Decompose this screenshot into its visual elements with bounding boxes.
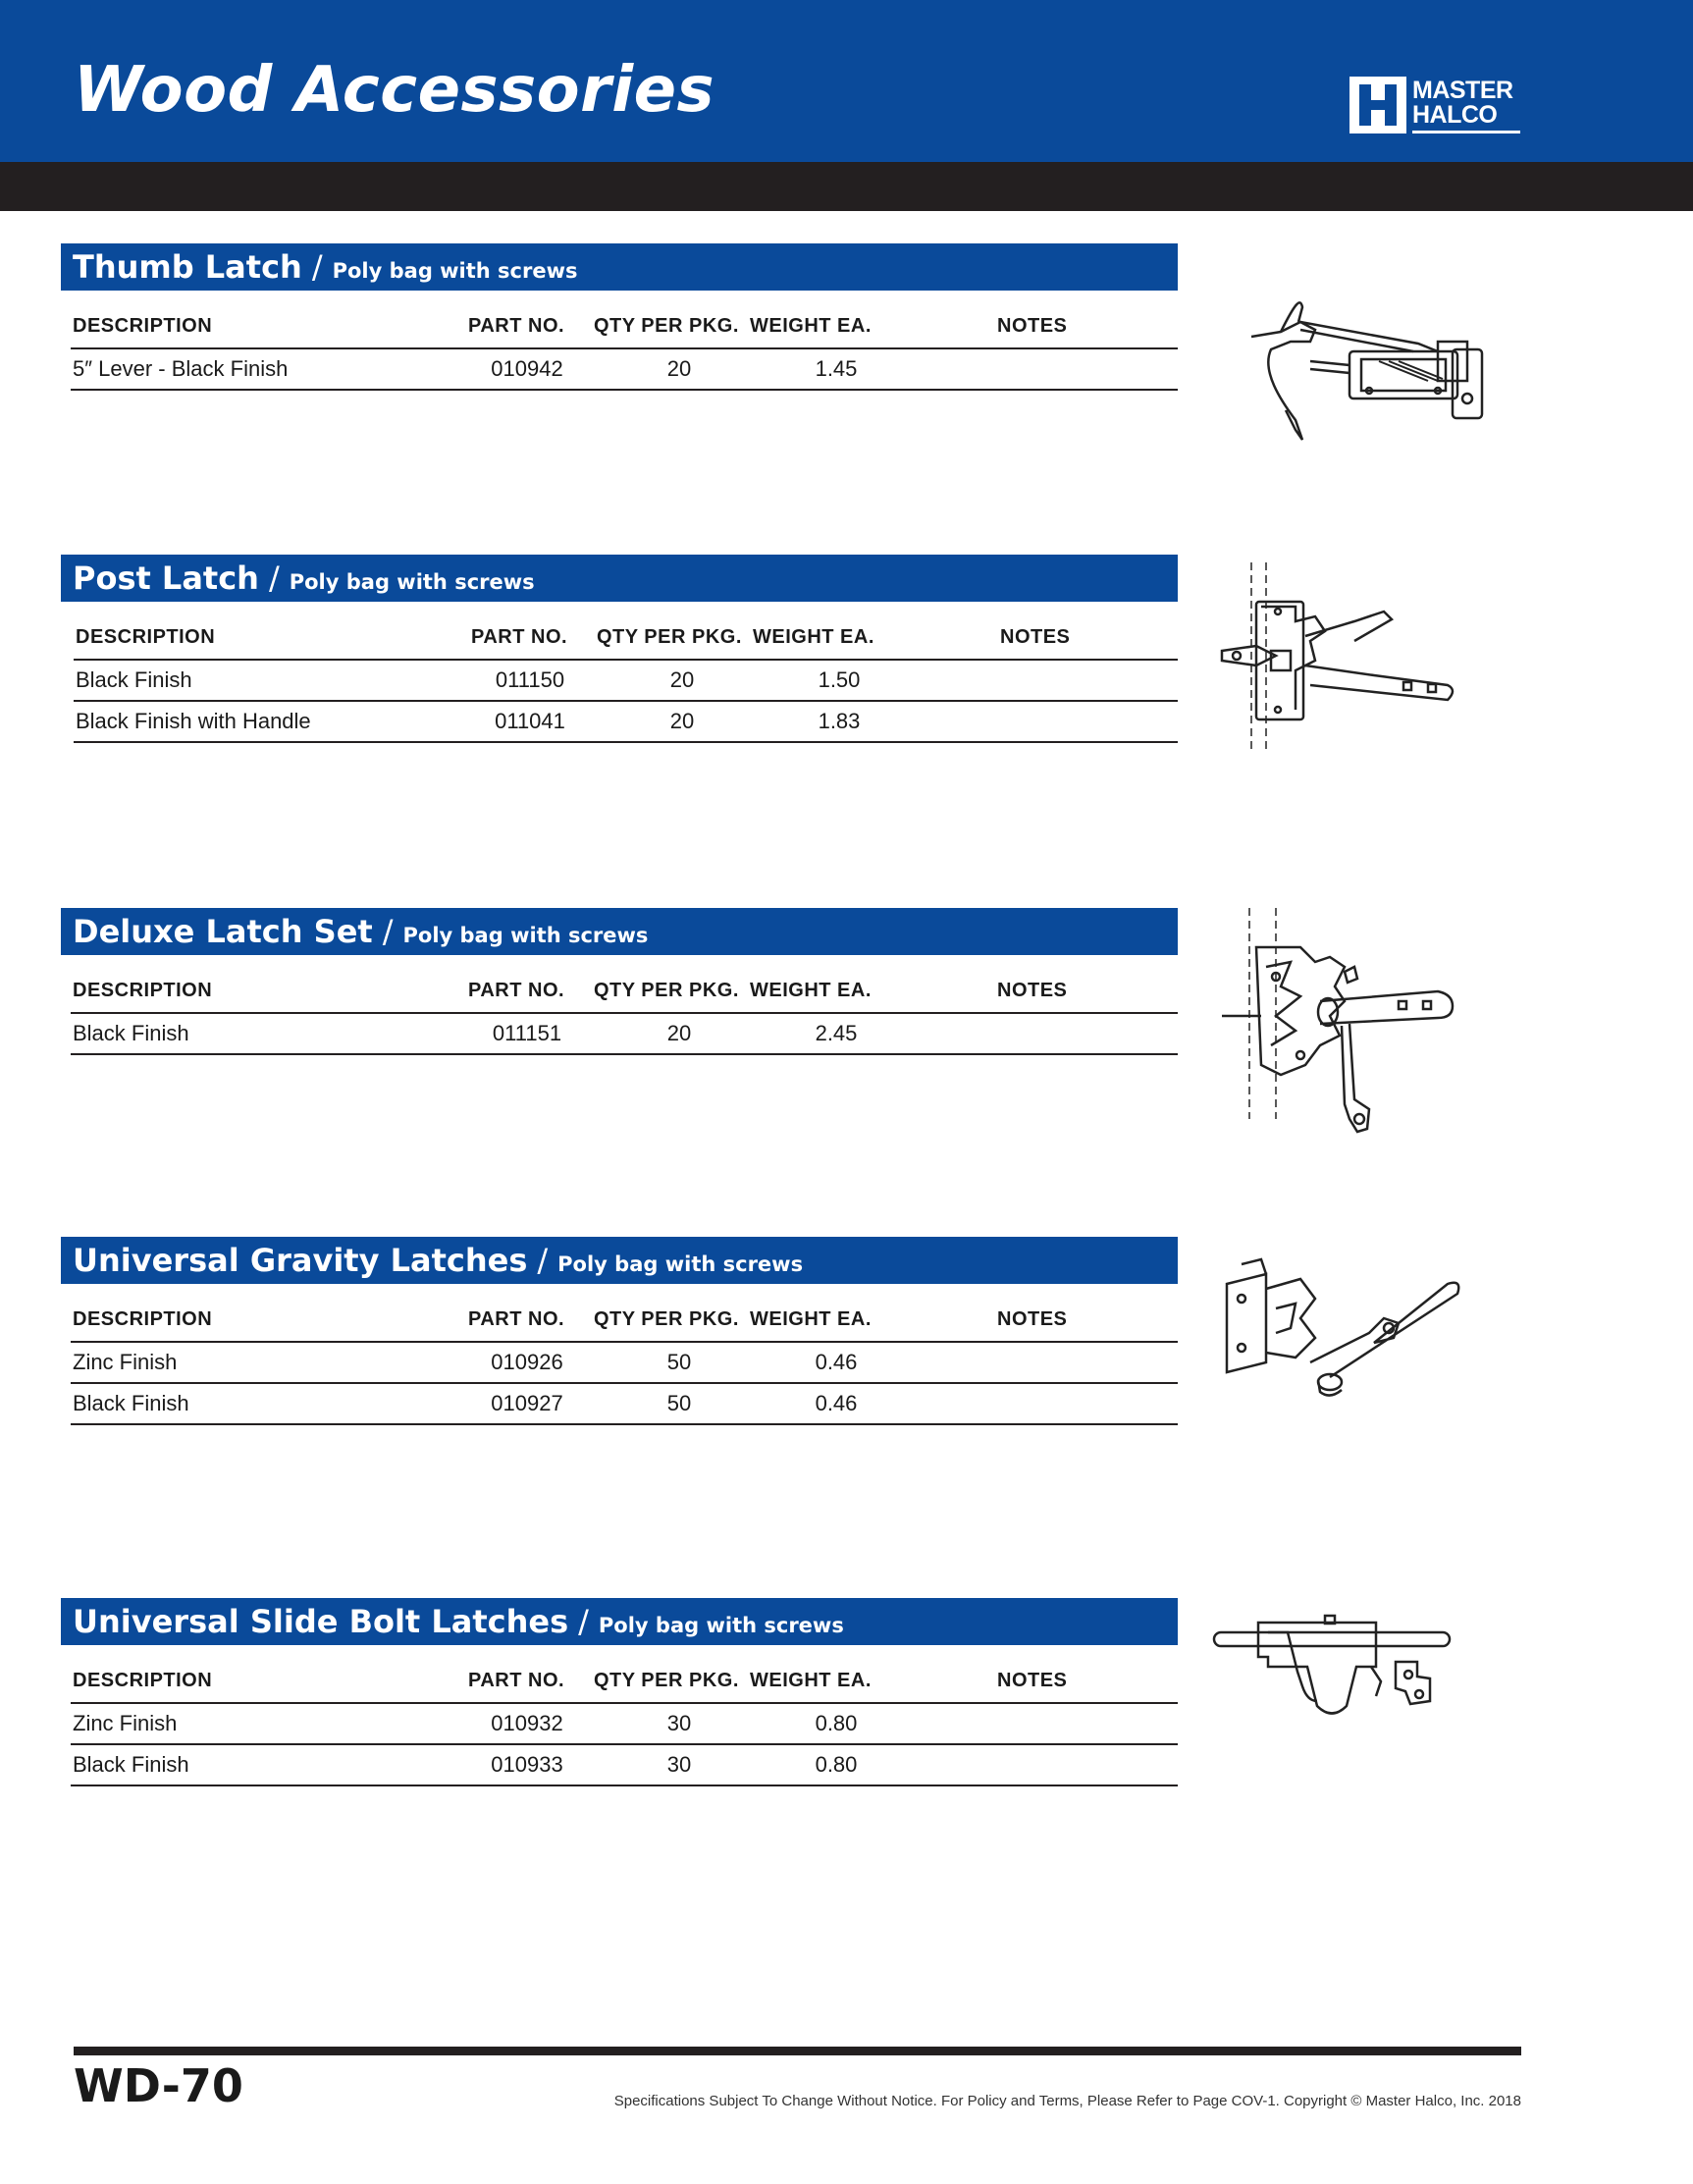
cell-part-no: 011150 [495,667,565,692]
table-row [71,1745,1178,1786]
col-header-qty: QTY PER PKG. [594,1308,739,1330]
section-title-bar [61,1598,1178,1645]
post-latch-drawing [1217,562,1457,754]
col-header-notes: NOTES [1000,626,1071,648]
slide-bolt-latch-drawing [1209,1608,1455,1735]
title-separator: / [268,559,280,597]
logo-wordmark: MASTER HALCO [1412,79,1520,133]
col-header-part-no: PART NO. [468,1670,565,1691]
title-separator: / [382,913,394,950]
footer-disclaimer: Specifications Subject To Change Without Notice. For Policy and Terms, Please Refer to Page COV-1. Copyright © Master Halco, Inc. 2018 [613,2093,1521,2109]
col-header-qty: QTY PER PKG. [597,626,742,648]
cell-part-no: 010926 [491,1350,563,1374]
cell-part-no: 010933 [491,1752,563,1777]
cell-description: Black Finish [73,1752,189,1777]
cell-weight: 1.83 [818,709,861,733]
col-header-part-no: PART NO. [468,980,565,1001]
section-title: Universal Gravity Latches [73,1242,528,1279]
cell-part-no: 010942 [491,356,563,381]
col-header-notes: NOTES [997,1670,1068,1691]
col-header-weight: WEIGHT EA. [750,315,872,337]
cell-weight: 0.80 [815,1752,858,1777]
header-band [0,0,1693,162]
col-header-part-no: PART NO. [468,1308,565,1330]
col-header-weight: WEIGHT EA. [750,980,872,1001]
cell-qty: 30 [666,1711,692,1735]
footer-rule [74,2047,1521,2055]
table-row [71,1384,1178,1425]
table-header-row [74,615,1178,661]
col-header-notes: NOTES [997,1308,1068,1330]
col-header-weight: WEIGHT EA. [750,1308,872,1330]
col-header-part-no: PART NO. [471,626,568,648]
section-subtitle: Poly bag with screws [289,570,535,594]
header-dark-band [0,162,1693,211]
cell-weight: 2.45 [815,1021,858,1045]
page-title: Wood Accessories [74,54,715,127]
cell-qty: 20 [669,667,695,692]
title-separator: / [537,1242,549,1279]
col-header-description: DESCRIPTION [73,315,213,337]
col-header-qty: QTY PER PKG. [594,1670,739,1691]
col-header-weight: WEIGHT EA. [753,626,874,648]
table-row [74,702,1178,743]
cell-weight: 1.50 [818,667,861,692]
cell-description: Zinc Finish [73,1711,178,1735]
table-header-row [71,304,1178,349]
cell-part-no: 011151 [492,1021,562,1045]
cell-part-no: 011041 [495,709,565,733]
col-header-weight: WEIGHT EA. [750,1670,872,1691]
table-header-row [71,1659,1178,1704]
table-row [71,1343,1178,1384]
col-header-part-no: PART NO. [468,315,565,337]
master-halco-logo [1349,71,1521,139]
section-subtitle: Poly bag with screws [402,924,649,947]
cell-description: Black Finish [73,1391,189,1415]
cell-weight: 0.46 [815,1391,858,1415]
product-table [71,1659,1178,1786]
section-subtitle: Poly bag with screws [598,1614,844,1637]
section-title-bar [61,243,1178,291]
cell-part-no: 010927 [491,1391,563,1415]
col-header-description: DESCRIPTION [76,626,216,648]
section-title: Deluxe Latch Set [73,913,373,950]
table-header-row [71,969,1178,1014]
gravity-latch-drawing [1222,1254,1467,1407]
section-title: Post Latch [73,559,259,597]
col-header-qty: QTY PER PKG. [594,980,739,1001]
table-row [71,1014,1178,1055]
cell-part-no: 010932 [491,1711,563,1735]
product-table [74,615,1178,743]
table-row [71,1704,1178,1745]
section-subtitle: Poly bag with screws [557,1252,804,1276]
cell-qty: 20 [666,1021,692,1045]
section-title: Universal Slide Bolt Latches [73,1603,569,1640]
section-title-bar [61,908,1178,955]
product-table [71,969,1178,1055]
table-row [71,349,1178,391]
cell-description: Black Finish [73,1021,189,1045]
cell-description: Black Finish [76,667,192,692]
product-table [71,1298,1178,1425]
title-separator: / [311,248,323,286]
cell-qty: 20 [666,356,692,381]
table-header-row [71,1298,1178,1343]
col-header-description: DESCRIPTION [73,980,213,1001]
col-header-notes: NOTES [997,315,1068,337]
cell-qty: 50 [666,1350,692,1374]
section-title-bar [61,1237,1178,1284]
thumb-latch-drawing [1242,283,1497,454]
cell-weight: 0.46 [815,1350,858,1374]
col-header-description: DESCRIPTION [73,1308,213,1330]
col-header-notes: NOTES [997,980,1068,1001]
cell-qty: 20 [669,709,695,733]
cell-description: 5″ Lever - Black Finish [73,356,289,381]
section-title: Thumb Latch [73,248,302,286]
cell-description: Black Finish with Handle [76,709,311,733]
col-header-description: DESCRIPTION [73,1670,213,1691]
deluxe-latch-set-drawing [1222,908,1467,1153]
section-title-bar [61,555,1178,602]
product-table [71,304,1178,391]
table-row [74,661,1178,702]
cell-weight: 0.80 [815,1711,858,1735]
cell-description: Zinc Finish [73,1350,178,1374]
cell-weight: 1.45 [815,356,858,381]
title-separator: / [578,1603,589,1640]
cell-qty: 50 [666,1391,692,1415]
cell-qty: 30 [666,1752,692,1777]
col-header-qty: QTY PER PKG. [594,315,739,337]
page-code: WD-70 [74,2059,243,2112]
section-subtitle: Poly bag with screws [332,259,578,283]
logo-h-icon [1349,77,1406,133]
